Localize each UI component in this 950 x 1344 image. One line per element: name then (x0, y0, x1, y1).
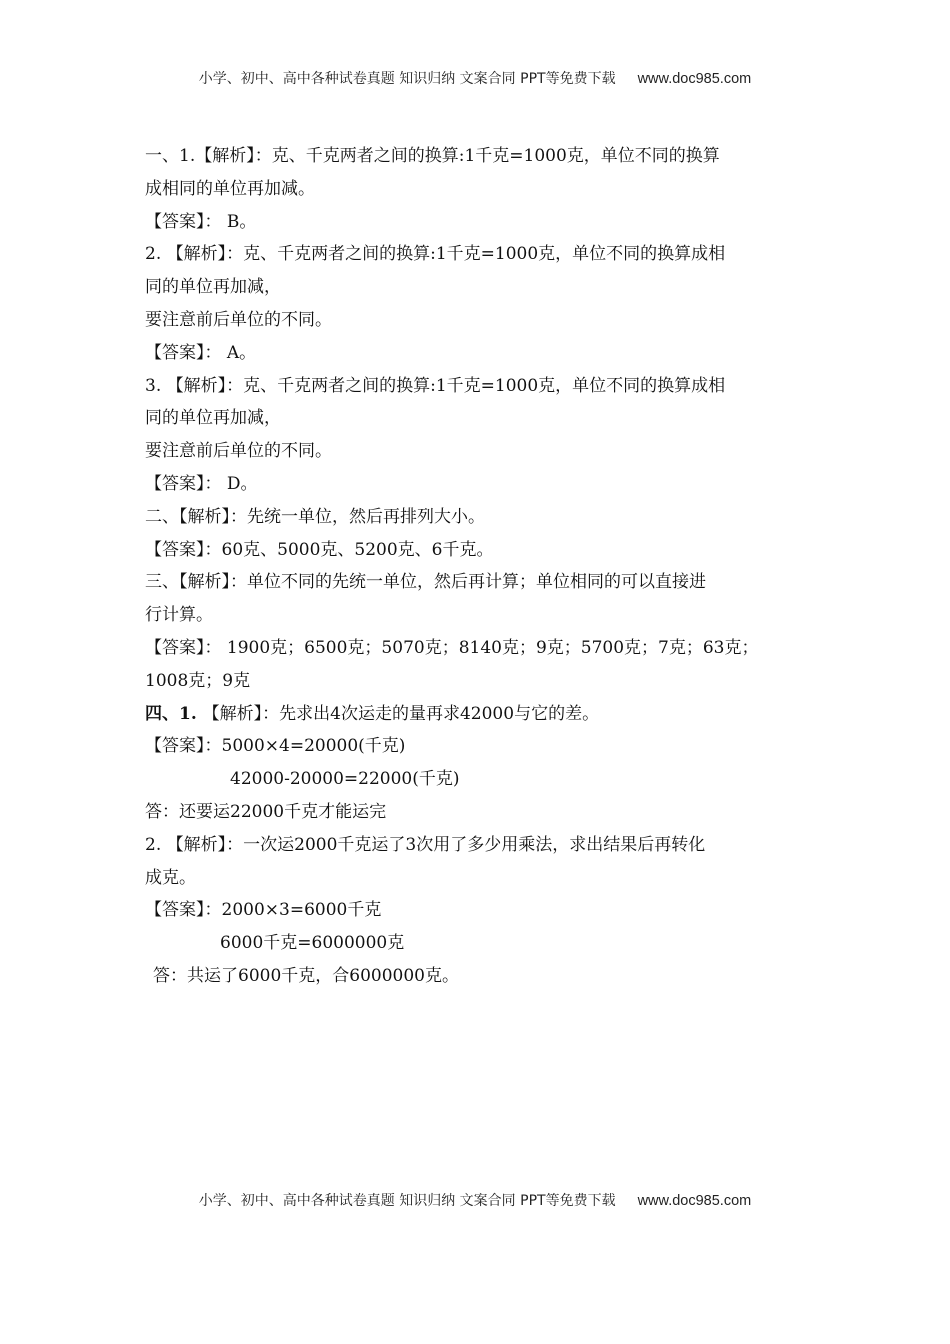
answer-line: 【答案】： B。 (145, 211, 257, 232)
answer-line: 要注意前后单位的不同。 (145, 441, 332, 462)
answer-line: 42000-20000=22000(千克) (230, 769, 460, 790)
section-four-line (145, 698, 815, 731)
answer-line: 二、【解析】：先统一单位，然后再排列大小。 (145, 506, 485, 527)
answer-line: 【答案】：60克、5000克、5200克、6千克。 (145, 539, 494, 560)
answer-content (145, 140, 815, 993)
answer-line: 成相同的单位再加减。 (145, 178, 315, 199)
answer-line: 答：还要运22000千克才能运完 (145, 801, 387, 822)
answer-line: 6000千克=6000000克 (220, 933, 405, 954)
answer-line: 2. 【解析】：一次运2000千克运了3次用了多少用乘法，求出结果后再转化 (145, 834, 706, 855)
answer-line: 行计算。 (145, 605, 213, 626)
answer-line: 成克。 (145, 867, 196, 888)
page-footer (0, 1190, 950, 1210)
page-header (0, 68, 950, 88)
footer-text: 小学、初中、高中各种试卷真题 知识归纳 文案合同 PPT等免费下载 (198, 1193, 616, 1209)
header-text: 小学、初中、高中各种试卷真题 知识归纳 文案合同 PPT等免费下载 (198, 71, 616, 87)
header-site: www.doc985.com (637, 71, 752, 87)
answer-line: 同的单位再加减， (145, 277, 281, 298)
answer-line: 3. 【解析】：克、千克两者之间的换算:1千克=1000克，单位不同的换算成相 (145, 375, 726, 396)
section-four-label: 四、1. (145, 703, 203, 724)
answer-line: 【答案】： D。 (145, 473, 258, 494)
answer-line: 要注意前后单位的不同。 (145, 309, 332, 330)
answer-line: 答：共运了6000千克，合6000000克。 (153, 965, 459, 986)
answer-line: 【答案】：5000×4=20000(千克) (145, 736, 406, 757)
footer-site: www.doc985.com (637, 1193, 752, 1209)
answer-line: 同的单位再加减， (145, 408, 281, 429)
answer-line: 【答案】： 1900克；6500克；5070克；8140克；9克；5700克；7克；63克； (145, 637, 759, 658)
answer-line-text: 【解析】：先求出4次运走的量再求42000与它的差。 (202, 703, 600, 724)
answer-line: 三、【解析】：单位不同的先统一单位，然后再计算；单位相同的可以直接进 (145, 572, 706, 593)
answer-line: 1008克；9克 (145, 670, 251, 691)
answer-line: 【答案】：2000×3=6000千克 (145, 900, 382, 921)
answer-line: 2. 【解析】：克、千克两者之间的换算:1千克=1000克，单位不同的换算成相 (145, 244, 726, 265)
answer-line: 【答案】： A。 (145, 342, 257, 363)
answer-line: 一、1.【解析】：克、千克两者之间的换算:1千克=1000克，单位不同的换算 (145, 146, 720, 166)
